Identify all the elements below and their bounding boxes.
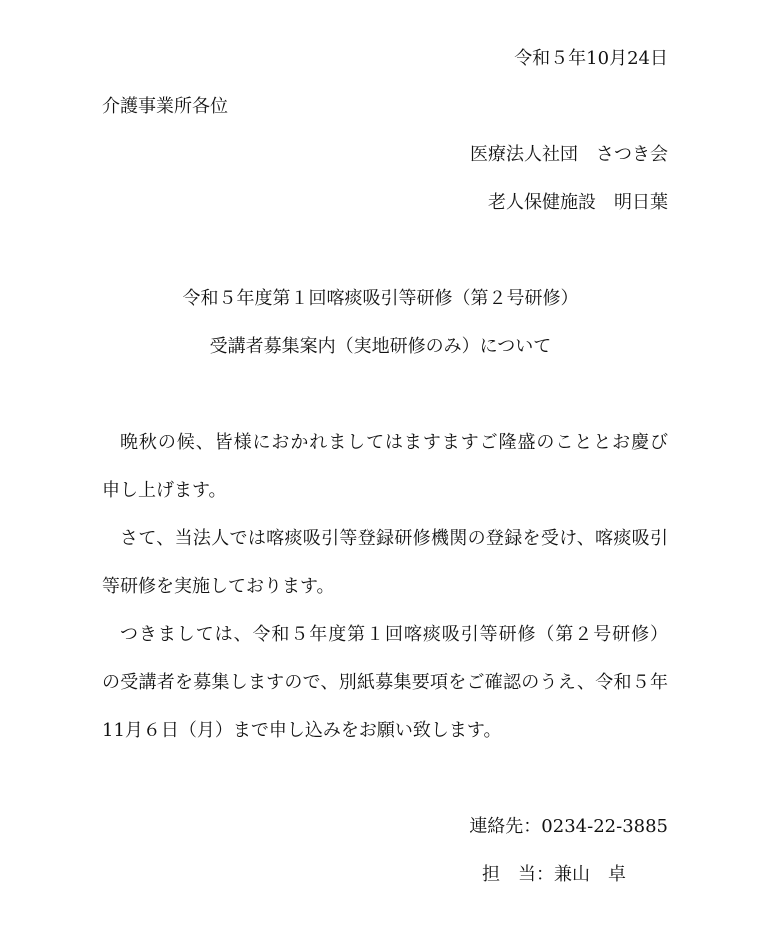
body-paragraph-2-line-2: 等研修を実施しております。 bbox=[102, 576, 335, 597]
recipient: 介護事業所各位 bbox=[102, 96, 228, 117]
body-paragraph-1-line-1: 晩秋の候、皆様におかれましてはますますご隆盛のこととお慶び bbox=[120, 432, 668, 453]
body-paragraph-3-line-2: の受講者を募集しますので、別紙募集要項をご確認のうえ、令和５年 bbox=[102, 672, 668, 693]
contact-phone: 連絡先：0234-22-3885 bbox=[469, 816, 668, 837]
sender-facility: 老人保健施設 明日葉 bbox=[488, 192, 668, 213]
sender-organization: 医療法人社団 さつき会 bbox=[470, 144, 668, 165]
body-paragraph-1-line-2: 申し上げます。 bbox=[102, 480, 227, 501]
document-title-line-1: 令和５年度第１回喀痰吸引等研修（第２号研修） bbox=[182, 288, 579, 309]
body-paragraph-2-line-1: さて、当法人では喀痰吸引等登録研修機関の登録を受け、喀痰吸引 bbox=[120, 528, 668, 549]
body-paragraph-3-line-1: つきましては、令和５年度第１回喀痰吸引等研修（第２号研修） bbox=[120, 624, 668, 645]
document-date: 令和５年10月24日 bbox=[514, 48, 668, 69]
document-title-line-2: 受講者募集案内（実地研修のみ）について bbox=[209, 336, 552, 357]
contact-person: 担 当：兼山 卓 bbox=[482, 864, 626, 885]
body-paragraph-3-line-3: 11月６日（月）まで申し込みをお願い致します。 bbox=[102, 720, 502, 741]
